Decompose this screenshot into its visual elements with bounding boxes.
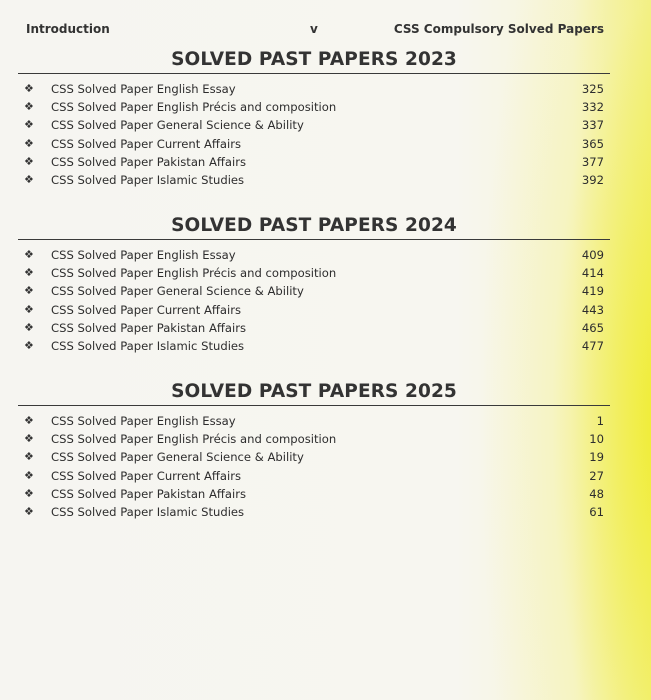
toc-entry [18,485,610,503]
toc-entry-label: CSS Solved Paper English Essay [51,414,236,428]
toc-entry [18,153,610,171]
header-book-title: CSS Compulsory Solved Papers [393,22,604,36]
diamond-bullet-icon: ❖ [24,172,34,186]
section-divider [18,239,610,240]
toc-entry-page: 419 [581,284,604,299]
toc-entry-page: 1 [596,414,604,428]
header-section-name: Introduction [26,22,110,36]
diamond-bullet-icon: ❖ [24,248,34,261]
toc-entry-page: 61 [589,504,604,519]
toc-entry-page: 443 [581,302,604,317]
diamond-bullet-icon: ❖ [24,450,34,464]
toc-entry [18,98,610,116]
toc-entry [18,337,610,355]
running-header [26,22,604,40]
toc-entry [18,135,610,153]
toc-entry [18,412,610,430]
section-title: SOLVED PAST PAPERS 2025 [171,381,457,402]
toc-entry [18,80,610,98]
toc-list [18,246,610,355]
toc-entry-label: CSS Solved Paper English Précis and composition [51,266,337,281]
toc-entry-page: 409 [581,248,604,262]
diamond-bullet-icon: ❖ [24,414,34,427]
toc-entry-page: 377 [581,154,604,169]
toc-entry-page: 365 [581,136,604,151]
diamond-bullet-icon: ❖ [24,154,34,168]
diamond-bullet-icon: ❖ [24,302,34,316]
section-2024 [18,214,610,355]
toc-entry-label: CSS Solved Paper Current Affairs [51,136,242,151]
toc-entry-label: CSS Solved Paper English Essay [51,82,236,96]
section-2023 [18,48,610,189]
toc-entry [18,264,610,282]
toc-entry-label: CSS Solved Paper General Science & Ability [51,284,304,299]
toc-entry-page: 10 [589,432,604,447]
toc-entry-label: CSS Solved Paper Islamic Studies [51,172,245,187]
toc-entry-label: CSS Solved Paper Islamic Studies [51,338,245,353]
toc-entry-label: CSS Solved Paper General Science & Ability [51,450,304,465]
diamond-bullet-icon: ❖ [24,136,34,150]
toc-entry-label: CSS Solved Paper Pakistan Affairs [51,320,247,335]
toc-entry-label: CSS Solved Paper Current Affairs [51,468,242,483]
section-2025 [18,380,610,521]
diamond-bullet-icon: ❖ [24,468,34,482]
toc-entry-label: CSS Solved Paper English Précis and composition [51,432,337,447]
toc-list [18,80,610,189]
header-page-number: v [310,22,318,36]
section-title: SOLVED PAST PAPERS 2023 [171,49,457,70]
toc-entry-label: CSS Solved Paper Pakistan Affairs [51,486,247,501]
toc-entry-label: CSS Solved Paper Islamic Studies [51,504,245,519]
toc-entry [18,282,610,300]
toc-entry-page: 332 [581,100,604,115]
toc-entry-page: 325 [581,82,604,96]
toc-entry-page: 48 [589,486,604,501]
toc-entry [18,171,610,189]
diamond-bullet-icon: ❖ [24,118,34,132]
diamond-bullet-icon: ❖ [24,338,34,352]
toc-entry-page: 414 [581,266,604,281]
toc-entry-page: 337 [581,118,604,133]
toc-entry [18,319,610,337]
toc-entry [18,503,610,521]
toc-entry-label: CSS Solved Paper English Essay [51,248,236,262]
section-title: SOLVED PAST PAPERS 2024 [171,215,457,236]
section-divider [18,73,610,74]
section-divider [18,405,610,406]
diamond-bullet-icon: ❖ [24,486,34,500]
toc-entry-label: CSS Solved Paper English Précis and composition [51,100,337,115]
toc-entry [18,448,610,466]
toc-entry [18,430,610,448]
diamond-bullet-icon: ❖ [24,266,34,280]
toc-entry-page: 27 [589,468,604,483]
toc-entry-page: 465 [581,320,604,335]
toc-entry-label: CSS Solved Paper General Science & Ability [51,118,304,133]
toc-entry [18,301,610,319]
toc-entry [18,246,610,264]
diamond-bullet-icon: ❖ [24,504,34,518]
toc-entry-page: 19 [589,450,604,465]
toc-list [18,412,610,521]
diamond-bullet-icon: ❖ [24,320,34,334]
toc-entry-page: 477 [581,338,604,353]
toc-entry-label: CSS Solved Paper Current Affairs [51,302,242,317]
toc-entry [18,467,610,485]
toc-entry [18,116,610,134]
diamond-bullet-icon: ❖ [24,284,34,298]
toc-entry-label: CSS Solved Paper Pakistan Affairs [51,154,247,169]
diamond-bullet-icon: ❖ [24,432,34,446]
toc-entry-page: 392 [581,172,604,187]
diamond-bullet-icon: ❖ [24,100,34,114]
diamond-bullet-icon: ❖ [24,82,34,95]
